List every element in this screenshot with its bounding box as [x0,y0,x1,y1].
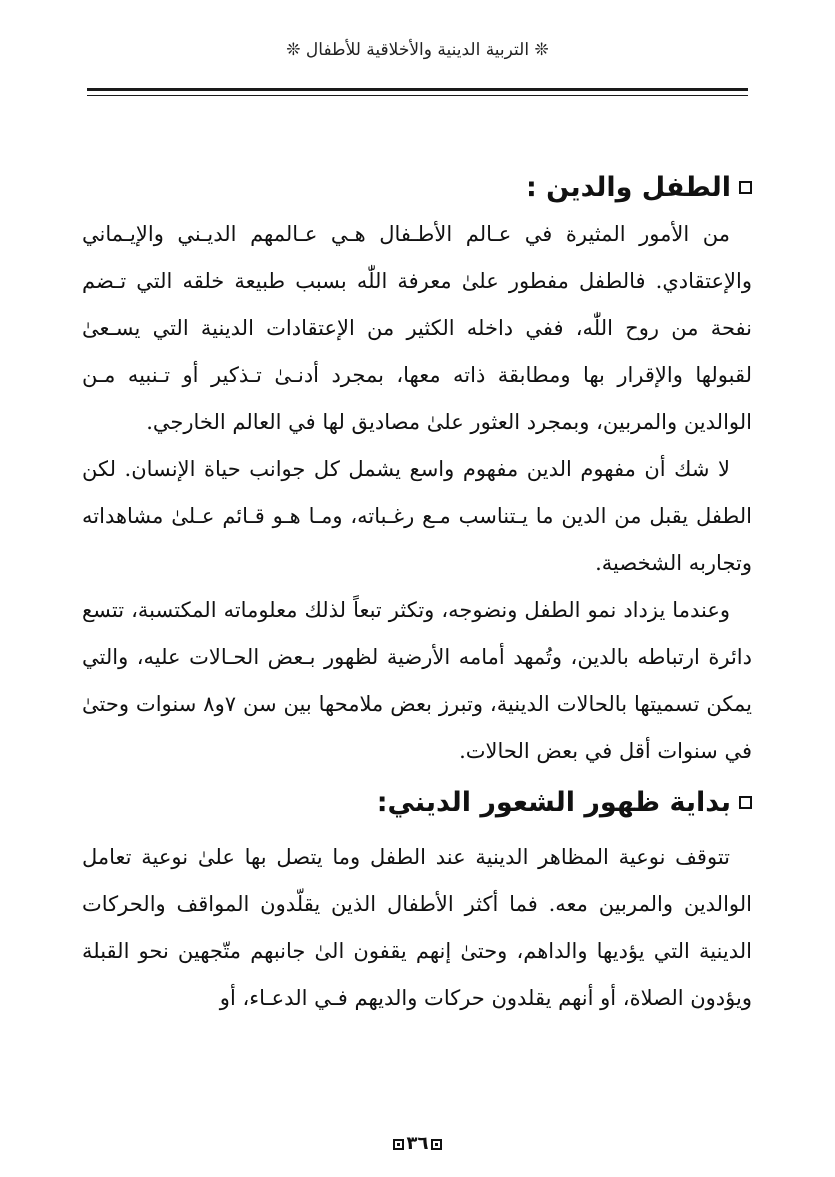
running-header: ❊ التربية الدينية والأخلاقية للأطفال ❊ [286,40,549,60]
section-heading-child-and-religion [82,170,752,205]
paragraph: وعندما يزداد نمو الطفل ونضوجه، وتكثر تبعاً لذلك معلوماته المكتسبة، تتسع دائرة ارتباطه بالدين، وتُمهد أمامه الأرضية لظهور بـعض الحـالات عليه، والتي يمكن تسميتها بالحالات الدينية، وتبرز بعض ملامحها بين سن ٧و٨ سنوات وحتىٰ في سنوات أقل في بعض الحالات. [82,598,753,764]
page-number [0,1133,835,1154]
square-dot-icon [431,1139,442,1150]
paragraph: من الأمور المثيرة في عـالم الأطـفال هـي عـالمهم الديـني والإيـماني والإعتقادي. فالطفل مفطور علىٰ معرفة اللّٰه بسبب طبيعة خلقه التي تـضم نفحة من روح اللّٰه، ففي داخله الكثير من الإعتقادات الدينية التي يسـعىٰ لقبولها والإقرار بها ومطابقة ذاته معها، بمجرد أدنـىٰ تـذكير أو تـنبيه مـن الوالدين والمربين، وبمجرد العثور علىٰ مصاديق لها في العالم الخارجي. [82,222,752,435]
section-heading-text: الطفل والدين : [525,172,731,203]
square-outline-icon [739,181,752,194]
page-body [82,170,752,1022]
section-heading-religious-feeling [82,785,752,820]
square-outline-icon [739,796,752,809]
section-heading-text: بداية ظهور الشعور الديني: [376,787,731,819]
paragraph: لا شك أن مفهوم الدين مفهوم واسع يشمل كل جوانب حياة الإنسان. لكن الطفل يقبل من الدين ما يـتناسب مـع رغـباته، ومـا هـو قـائم عـلىٰ مشاهداته وتجاربه الشخصية. [82,457,752,576]
header-rule-thin [87,95,748,96]
header-rule-thick [87,88,748,91]
page-number-text: ٣٦ [406,1133,429,1154]
square-dot-icon [393,1139,404,1150]
paragraph: تتوقف نوعية المظاهر الدينية عند الطفل وما يتصل بها علىٰ نوعية تعامل الوالدين والمربين معه. فما أكثر الأطفال الذين يقلّدون المواقف والحركات الدينية التي يؤديها والداهم، وحتىٰ إنهم يقفون الىٰ جانبهم متّجهين نحو القبلة ويؤدون الصلاة، أو أنهم يقلدون حركات والديهم فـي الدعـاء، أو [82,845,752,1011]
